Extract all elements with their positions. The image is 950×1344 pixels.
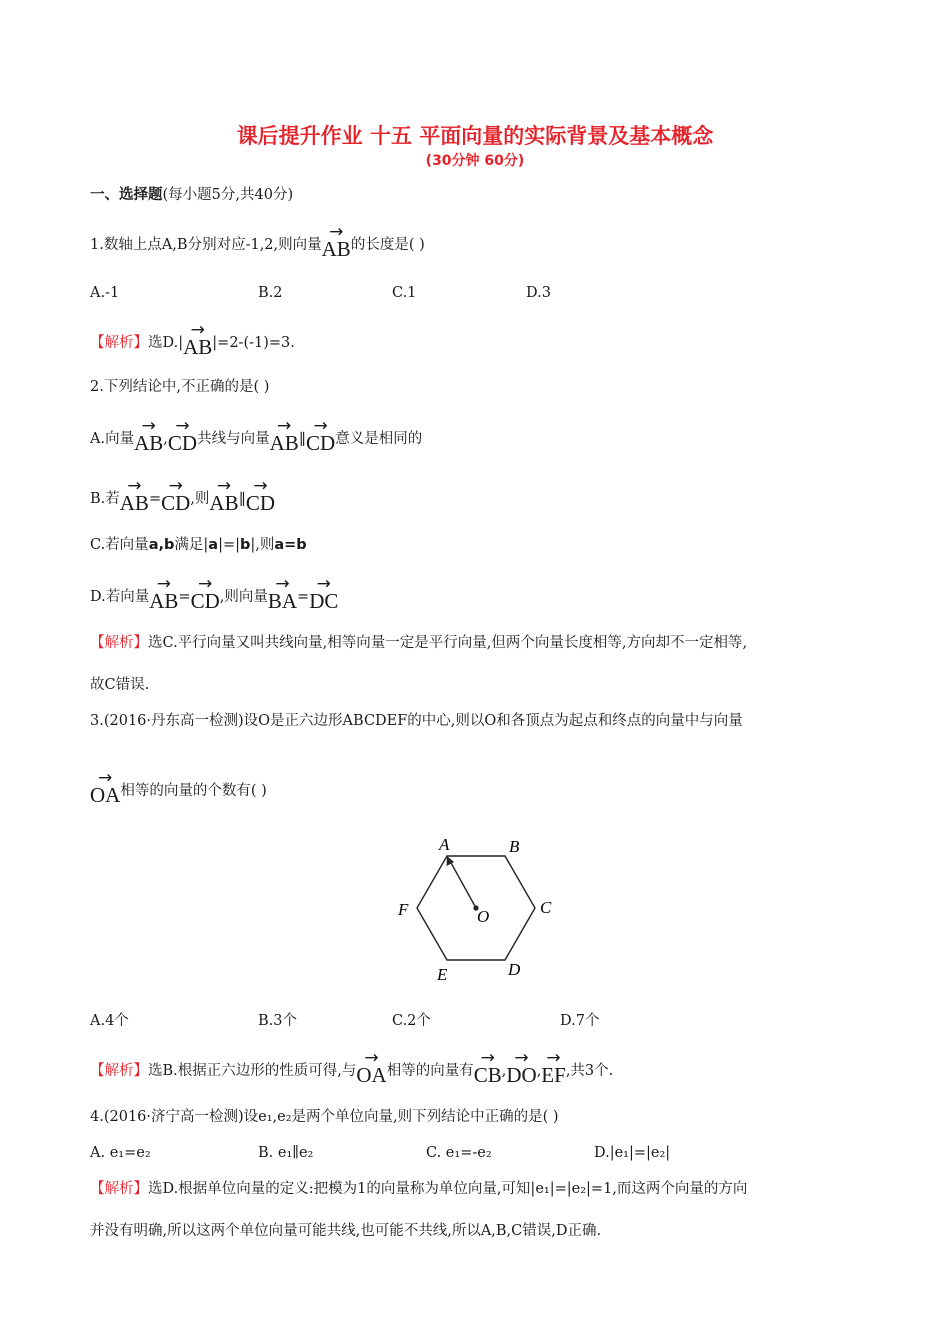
q2-a-comma: , [163, 431, 168, 447]
q2-answer-line-1 [90, 632, 747, 654]
q3-option-a: A.4个 [90, 1013, 129, 1029]
q3-answer-vec-1: → CB [474, 1054, 502, 1086]
q2-c-mid3: |,则 [250, 537, 275, 553]
q1-answer [90, 326, 295, 358]
section-note: (每小题5分,共40分) [162, 187, 294, 203]
q2-option-c [90, 534, 307, 556]
label-d: D [508, 960, 521, 979]
q3-stem-line-1: 3.(2016·丹东高一检测)设O是正六边形ABCDEF的中心,则以O和各顶点为起点和终点的向量中与向量 [90, 713, 743, 729]
q2-b-parallel: ∥ [238, 491, 246, 507]
q2-option-d [90, 580, 338, 612]
q2-a-vec-1: → AB [134, 422, 163, 454]
q4-option-a: A. e₁=e₂ [90, 1145, 151, 1161]
page-title: 课后提升作业 十五 平面向量的实际背景及基本概念 [236, 124, 714, 148]
hexagon-figure [380, 830, 580, 990]
analysis-tag: 【解析】 [90, 1063, 148, 1079]
q1-stem-text: 1.数轴上点A,B分别对应-1,2,则向量 [90, 237, 322, 253]
q4-option-b: B. e₁∥e₂ [258, 1145, 314, 1161]
q2-b-vec-4: → CD [246, 482, 275, 514]
q2-d-vec-3: → BA [268, 580, 297, 612]
q2-d-mid: ,则向量 [219, 589, 268, 605]
q3-answer-comma-2: , [536, 1063, 542, 1079]
q2-stem: 2.下列结论中,不正确的是( ) [90, 379, 270, 395]
q3-answer-vec-0: → OA [356, 1054, 386, 1086]
q1-stem [90, 228, 425, 260]
q2-option-a [90, 422, 422, 454]
label-o: O [477, 907, 490, 926]
q2-c-mid2: |=| [218, 537, 240, 553]
q1-answer-pre: 选D.| [148, 335, 184, 351]
q2-b-mid: ,则 [190, 491, 210, 507]
q2-a-mid: 共线与向量 [197, 431, 270, 447]
q4-stem: 4.(2016·济宁高一检测)设e₁,e₂是两个单位向量,则下列结论中正确的是( ) [90, 1109, 559, 1125]
q2-answer-text-1: 选C.平行向量又叫共线向量,相等向量一定是平行向量,但两个向量长度相等,方向却不一定相等, [148, 635, 748, 651]
q2-c-ab: a,b [148, 537, 175, 553]
q1-answer-post: |=2-(-1)=3. [212, 335, 295, 351]
q3-answer-mid: 相等的向量有 [386, 1063, 474, 1079]
q2-answer-line-2: 故C错误. [90, 677, 150, 693]
q1-option-c: C.1 [392, 285, 417, 301]
q4-option-c: C. e₁=-e₂ [426, 1145, 492, 1161]
analysis-tag: 【解析】 [90, 1181, 148, 1197]
q3-answer-end: ,共3个. [565, 1063, 614, 1079]
q3-answer-pre: 选B.根据正六边形的性质可得,与 [148, 1063, 357, 1079]
q2-a-parallel: ∥ [298, 431, 307, 447]
q4-answer-line-2: 并没有明确,所以这两个单位向量可能共线,也可能不共线,所以A,B,C错误,D正确. [90, 1223, 602, 1239]
q3-stem-text-2: 相等的向量的个数有( ) [120, 783, 267, 799]
q2-b-eq: = [148, 491, 162, 507]
q2-c-end: a=b [274, 537, 307, 553]
q2-c-b: b [239, 537, 251, 553]
q2-a-pre: A.向量 [90, 431, 135, 447]
label-c: C [540, 898, 552, 917]
q2-d-vec-4: → DC [309, 580, 338, 612]
q2-option-b [90, 482, 275, 514]
q3-answer-vec-3: → EF [541, 1054, 566, 1086]
q1-stem-end: 的长度是( ) [350, 237, 425, 253]
q2-d-pre: D.若向量 [90, 589, 150, 605]
q4-answer-line-1 [90, 1178, 747, 1200]
q3-stem-line-2 [90, 774, 267, 806]
label-f: F [398, 900, 409, 919]
q2-d-eq2: = [297, 589, 310, 605]
q2-d-vec-2: → CD [191, 580, 220, 612]
section-label: 一、选择题 [90, 187, 163, 203]
q1-option-d: D.3 [526, 285, 551, 301]
q1-option-b: B.2 [258, 285, 283, 301]
q4-option-d: D.|e₁|=|e₂| [594, 1145, 671, 1161]
q2-d-vec-1: → AB [149, 580, 178, 612]
label-e: E [437, 965, 448, 984]
q3-answer-vec-2: → DO [506, 1054, 536, 1086]
q4-answer-text-1: 选D.根据单位向量的定义:把模为1的向量称为单位向量,可知|e₁|=|e₂|=1,而这两个向量的方向 [148, 1181, 748, 1197]
q2-b-vec-3: → AB [209, 482, 238, 514]
q3-option-b: B.3个 [258, 1013, 297, 1029]
q3-stem-vector: → OA [90, 774, 120, 806]
q2-b-pre: B.若 [90, 491, 120, 507]
q2-a-end: 意义是相同的 [335, 431, 423, 447]
q2-d-eq: = [178, 589, 191, 605]
q2-a-vec-3: → AB [270, 422, 299, 454]
q1-answer-vector: → AB [183, 326, 212, 358]
q2-c-mid: 满足| [174, 537, 209, 553]
q2-c-pre: C.若向量 [90, 537, 149, 553]
q1-option-a: A.-1 [90, 285, 120, 301]
page-subtitle: (30分钟 60分) [425, 153, 525, 169]
q3-answer-comma-1: , [501, 1063, 507, 1079]
q2-c-a: a [208, 537, 219, 553]
label-a: A [439, 835, 450, 854]
q2-a-vec-4: → CD [306, 422, 335, 454]
q2-b-vec-2: → CD [161, 482, 190, 514]
analysis-tag: 【解析】 [90, 635, 148, 651]
q2-a-vec-2: → CD [168, 422, 197, 454]
vector-oa-arrowhead [447, 856, 455, 866]
q3-answer [90, 1054, 613, 1086]
vector-oa-line [450, 861, 476, 908]
section-heading [90, 184, 293, 206]
q3-option-d: D.7个 [560, 1013, 600, 1029]
analysis-tag: 【解析】 [90, 335, 148, 351]
q1-vector: → AB [322, 228, 351, 260]
label-b: B [509, 837, 520, 856]
q2-b-vec-1: → AB [120, 482, 149, 514]
q3-option-c: C.2个 [392, 1013, 431, 1029]
